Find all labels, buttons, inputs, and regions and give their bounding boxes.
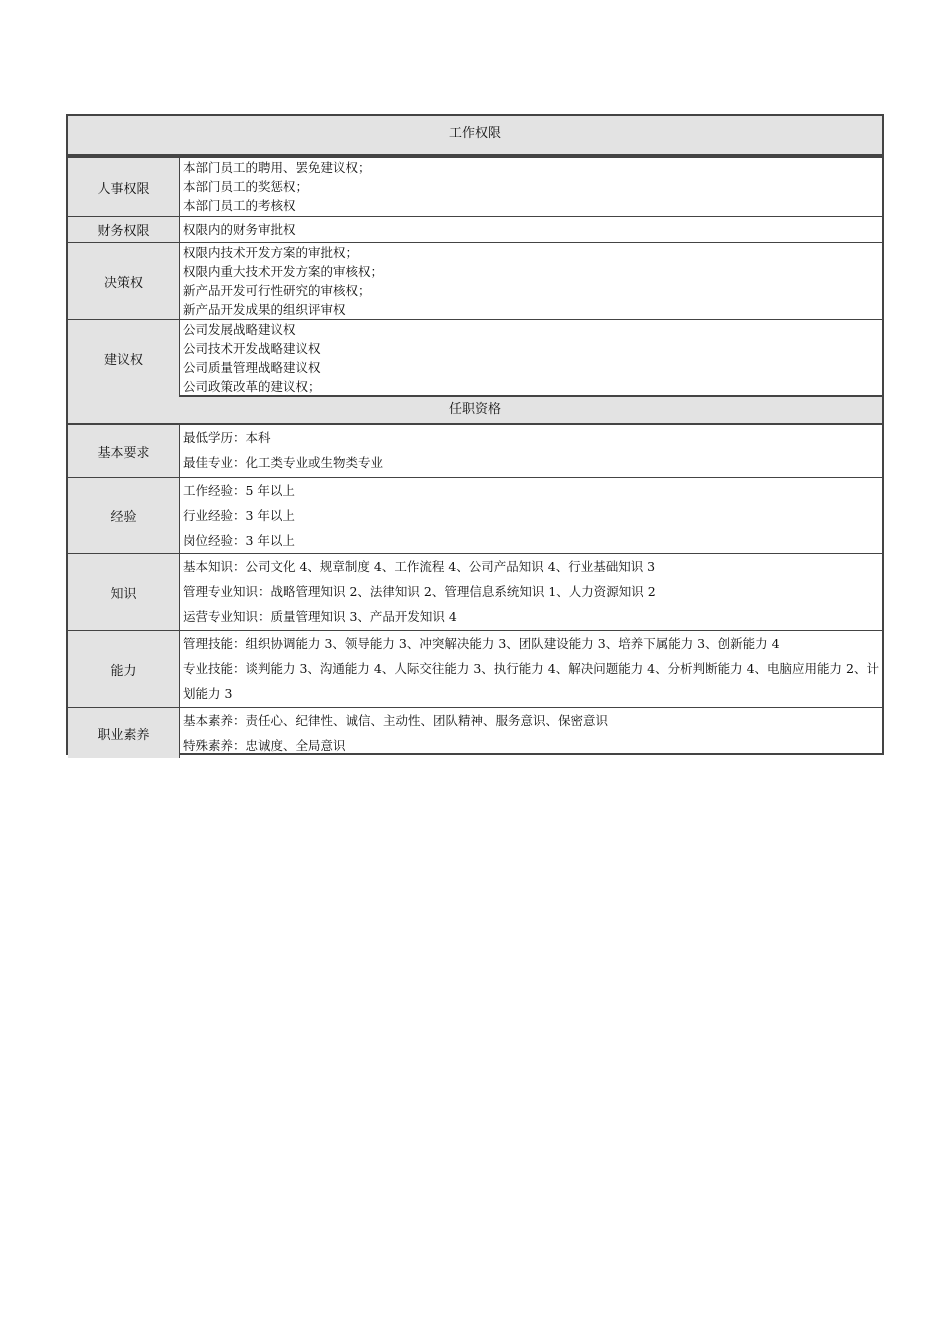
row-content <box>180 425 882 477</box>
row-content <box>180 554 882 630</box>
work-authority-table <box>66 156 884 396</box>
row-label: 知识 <box>68 554 180 630</box>
content-line: 公司发展战略建议权 <box>183 322 296 337</box>
row-label: 经验 <box>68 478 180 553</box>
content-line: 最佳专业：化工类专业或生物类专业 <box>183 455 384 470</box>
content-line: 管理专业知识：战略管理知识 2、法律知识 2、管理信息系统知识 1、人力资源知识 2 <box>183 584 656 599</box>
row-label: 基本要求 <box>68 425 180 477</box>
table-row <box>68 319 882 397</box>
content-line: 岗位经验：3 年以上 <box>183 533 295 548</box>
row-label: 建议权 <box>68 320 180 397</box>
content-line: 新产品开发可行性研究的审核权； <box>183 283 371 298</box>
row-content <box>180 243 882 319</box>
content-line: 管理技能：组织协调能力 3、领导能力 3、冲突解决能力 3、团队建设能力 3、培养下属能力 3、创新能力 4 <box>183 636 780 651</box>
row-label: 决策权 <box>68 243 180 319</box>
content-line: 本部门员工的考核权 <box>183 198 296 213</box>
table-row <box>68 477 882 553</box>
row-content <box>180 631 882 707</box>
section-header-work-authority <box>66 114 884 156</box>
table-row <box>68 242 882 319</box>
table-row <box>68 158 882 216</box>
content-line: 本部门员工的聘用、罢免建议权； <box>183 160 371 175</box>
content-line: 行业经验：3 年以上 <box>183 508 295 523</box>
row-label: 财务权限 <box>68 217 180 242</box>
row-label: 能力 <box>68 631 180 707</box>
qualifications-table <box>66 425 884 755</box>
content-line: 专业技能：谈判能力 3、沟通能力 4、人际交往能力 3、执行能力 4、解决问题能力 4、分析判断能力 4、电脑应用能力 2、计划能力 3 <box>183 661 879 701</box>
table-row <box>68 630 882 707</box>
content-line: 运营专业知识：质量管理知识 3、产品开发知识 4 <box>183 609 457 624</box>
row-content <box>180 217 882 242</box>
row-content <box>180 478 882 553</box>
content-line: 本部门员工的奖惩权； <box>183 179 309 194</box>
table-row <box>68 707 882 758</box>
row-label: 人事权限 <box>68 158 180 216</box>
table-row <box>68 425 882 477</box>
content-line: 特殊素养：忠诚度、全局意识 <box>183 738 346 753</box>
content-line: 权限内重大技术开发方案的审核权； <box>183 264 384 279</box>
table-row <box>68 216 882 242</box>
content-line: 公司政策改革的建议权； <box>183 379 321 394</box>
row-content <box>180 320 882 397</box>
content-line: 基本素养：责任心、纪律性、诚信、主动性、团队精神、服务意识、保密意识 <box>183 713 609 728</box>
content-line: 权限内技术开发方案的审批权； <box>183 245 359 260</box>
section-title: 任职资格 <box>448 402 501 417</box>
content-line: 最低学历：本科 <box>183 430 271 445</box>
content-line: 新产品开发成果的组织评审权 <box>183 302 346 317</box>
row-label: 职业素养 <box>68 708 180 758</box>
content-line: 基本知识：公司文化 4、规章制度 4、工作流程 4、公司产品知识 4、行业基础知识 3 <box>183 559 656 574</box>
row-content <box>180 158 882 216</box>
content-line: 公司质量管理战略建议权 <box>183 360 321 375</box>
section-header-qualifications <box>66 396 884 425</box>
content-line: 权限内的财务审批权 <box>183 222 296 237</box>
job-description-table <box>66 114 884 755</box>
section-title: 工作权限 <box>448 126 501 141</box>
table-row <box>68 553 882 630</box>
content-line: 工作经验：5 年以上 <box>183 483 295 498</box>
row-content <box>180 708 882 758</box>
content-line: 公司技术开发战略建议权 <box>183 341 321 356</box>
